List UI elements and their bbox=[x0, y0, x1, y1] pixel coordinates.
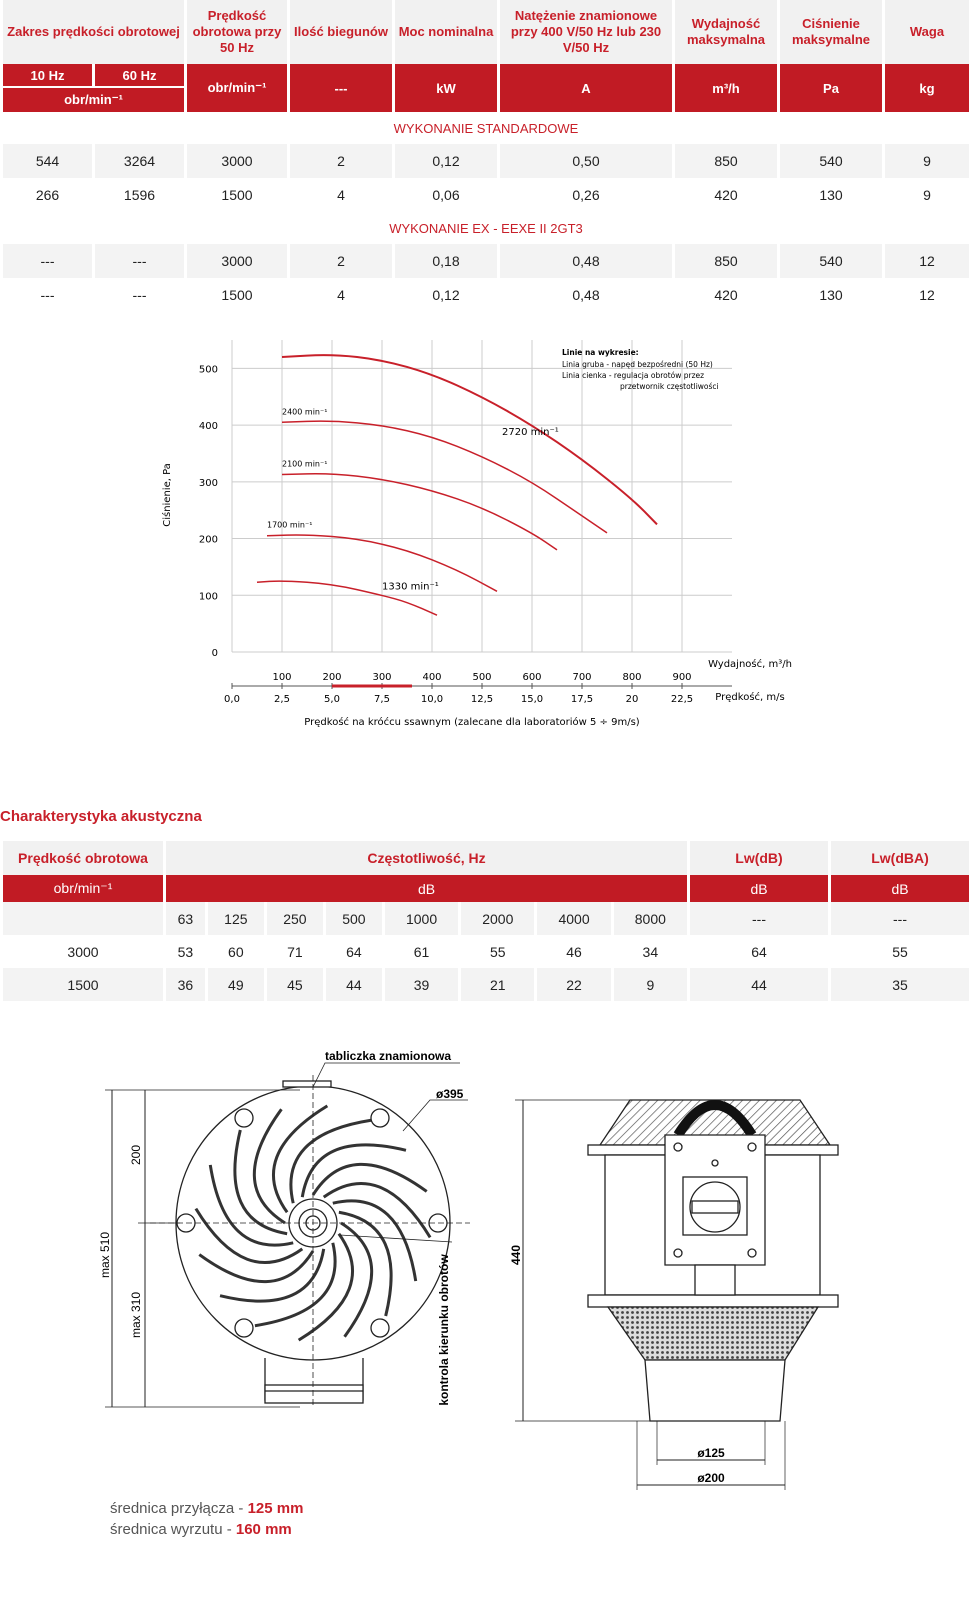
header-speed-range: Zakres prędkości obrotowej bbox=[3, 0, 184, 64]
dim-200: 200 bbox=[129, 1144, 143, 1166]
x-tick-label: 300 bbox=[372, 672, 392, 683]
unit-lw: dB bbox=[690, 875, 828, 902]
table-cell: 22 bbox=[537, 968, 610, 1001]
section-ex: WYKONANIE EX - EEXE II 2GT3 bbox=[389, 220, 583, 236]
unit-60hz: 60 Hz bbox=[95, 64, 184, 88]
y-tick-label: 300 bbox=[198, 477, 218, 489]
x2-tick-label: 20 bbox=[625, 694, 639, 705]
acoustic-title: Charakterystyka akustyczna bbox=[0, 808, 202, 825]
table-cell: 46 bbox=[566, 943, 582, 960]
table-cell: 61 bbox=[413, 943, 430, 960]
series-label: 2720 min⁻¹ bbox=[502, 427, 559, 439]
x2-tick-label: 7,5 bbox=[374, 694, 390, 705]
x-tick-label: 700 bbox=[572, 672, 592, 683]
x2-tick-label: 17,5 bbox=[570, 694, 594, 705]
table-cell: --- bbox=[95, 244, 184, 278]
section-standard: WYKONANIE STANDARDOWE bbox=[393, 120, 579, 136]
table-cell: 9 bbox=[885, 144, 969, 178]
connection-notes bbox=[110, 1498, 303, 1540]
y-tick-label: 500 bbox=[198, 364, 218, 376]
x2-tick-label: 12,5 bbox=[470, 694, 494, 705]
table-cell: 0,18 bbox=[395, 244, 497, 278]
x2-tick-label: 2,5 bbox=[274, 694, 290, 705]
table-cell: --- bbox=[132, 287, 147, 303]
table-cell: 1500 bbox=[221, 187, 253, 203]
unit-current: A bbox=[500, 64, 672, 112]
table-cell: 44 bbox=[326, 968, 382, 1001]
y-tick-label: 100 bbox=[198, 591, 218, 603]
table-cell: 8000 bbox=[614, 902, 687, 935]
table-cell: 0,26 bbox=[572, 187, 600, 203]
table-cell bbox=[3, 902, 163, 935]
technical-drawing bbox=[98, 1049, 860, 1495]
dim-310: max 310 bbox=[129, 1291, 143, 1339]
table-row bbox=[3, 935, 969, 968]
legend-line: przetwornik częstotliwości bbox=[620, 382, 719, 391]
chart-caption: Prędkość na króćcu ssawnym (zalecane dla laboratoriów 5 ÷ 9m/s) bbox=[304, 717, 640, 728]
x-tick-label: 600 bbox=[522, 672, 542, 683]
table-cell: 45 bbox=[267, 968, 323, 1001]
table-cell: 1500 bbox=[3, 968, 163, 1001]
table-cell: 0,06 bbox=[432, 187, 460, 203]
x-tick-label: 800 bbox=[622, 672, 642, 683]
table-cell: --- bbox=[690, 902, 828, 935]
table-cell: 2 bbox=[290, 244, 392, 278]
spec-table bbox=[0, 0, 972, 312]
unit-db: dB bbox=[166, 875, 687, 902]
table-cell: 540 bbox=[780, 244, 882, 278]
unit-rpm-range: obr/min⁻¹ bbox=[3, 88, 184, 112]
header-poles: Ilość biegunów bbox=[290, 0, 392, 64]
table-cell: 44 bbox=[690, 968, 828, 1001]
legend-line: Linia cienka - regulacja obrotów przez bbox=[562, 371, 705, 380]
x-tick-label: 100 bbox=[272, 672, 292, 683]
x-tick-label: 500 bbox=[472, 672, 492, 683]
table-row bbox=[3, 144, 969, 178]
series-label: 2400 min⁻¹ bbox=[282, 407, 328, 417]
table-cell: 266 bbox=[35, 187, 60, 203]
unit-weight: kg bbox=[885, 64, 969, 112]
legend-line: Linia gruba - napęd bezpośredni (50 Hz) bbox=[562, 360, 713, 369]
inlet-diameter: średnica przyłącza - 125 mm bbox=[110, 1500, 304, 1517]
header-speed-50hz: Prędkość obrotowa przy 50 Hz bbox=[187, 0, 287, 64]
table-cell: 36 bbox=[166, 968, 205, 1001]
table-cell: 0,48 bbox=[572, 287, 600, 303]
y-tick-label: 0 bbox=[211, 648, 218, 659]
table-row bbox=[3, 278, 969, 312]
x2-tick-label: 5,0 bbox=[324, 694, 340, 705]
x2-tick-label: 22,5 bbox=[670, 694, 694, 705]
table-cell: 64 bbox=[751, 943, 767, 960]
table-row bbox=[3, 244, 969, 278]
table-cell: 420 bbox=[714, 287, 738, 303]
x2-tick-label: 15,0 bbox=[520, 694, 544, 705]
table-cell: 9 bbox=[614, 968, 687, 1001]
header-frequency: Częstotliwość, Hz bbox=[166, 841, 687, 875]
unit-pressure: Pa bbox=[780, 64, 882, 112]
unit-lwa: dB bbox=[831, 875, 969, 902]
chart-curves bbox=[257, 355, 657, 615]
x-axis-label: Wydajność, m³/h bbox=[708, 659, 792, 670]
unit-poles: --- bbox=[290, 64, 392, 112]
table-cell: 21 bbox=[461, 968, 534, 1001]
unit-speed: obr/min⁻¹ bbox=[3, 875, 163, 902]
table-cell: 3264 bbox=[95, 144, 184, 178]
unit-power: kW bbox=[395, 64, 497, 112]
x-tick-label: 200 bbox=[322, 672, 342, 683]
table-cell: 544 bbox=[3, 144, 92, 178]
series-line bbox=[282, 355, 657, 524]
rotation-label: kontrola kierunku obrotów bbox=[437, 1254, 451, 1406]
table-cell: --- bbox=[831, 902, 969, 935]
table-cell: 12 bbox=[885, 244, 969, 278]
nameplate-bracket bbox=[283, 1081, 331, 1087]
y-tick-label: 400 bbox=[198, 421, 218, 433]
table-cell: 4 bbox=[337, 287, 345, 303]
table-cell: 39 bbox=[385, 968, 458, 1001]
table-row bbox=[3, 968, 969, 1001]
table-cell: 9 bbox=[923, 187, 931, 203]
dim-d200: ø200 bbox=[697, 1471, 725, 1485]
dim-440: 440 bbox=[509, 1244, 523, 1266]
legend-title: Linie na wykresie: bbox=[562, 348, 639, 357]
table-cell: 12 bbox=[919, 287, 935, 303]
table-cell: 420 bbox=[714, 187, 738, 203]
x2-axis-label: Prędkość, m/s bbox=[715, 692, 785, 703]
header-speed: Prędkość obrotowa bbox=[3, 841, 163, 875]
table-cell: 1596 bbox=[123, 187, 156, 203]
table-cell: 250 bbox=[267, 902, 323, 935]
header-current: Natężenie znamionowe przy 400 V/50 Hz lub 230 V/50 Hz bbox=[500, 0, 672, 64]
header-pressure: Ciśnienie maksymalne bbox=[780, 0, 882, 64]
acoustic-table bbox=[0, 841, 972, 1001]
table-cell: 4 bbox=[337, 187, 345, 203]
x2-tick-label: 10,0 bbox=[420, 694, 444, 705]
table-cell: 130 bbox=[819, 287, 843, 303]
table-cell: 71 bbox=[287, 943, 303, 960]
table-cell: --- bbox=[40, 287, 55, 303]
table-cell: 53 bbox=[177, 943, 194, 960]
x-tick-label: 900 bbox=[672, 672, 692, 683]
front-view bbox=[105, 1063, 470, 1407]
table-cell: 130 bbox=[819, 187, 843, 203]
table-cell: 60 bbox=[228, 943, 244, 960]
series-label: 2100 min⁻¹ bbox=[282, 459, 328, 469]
table-cell: 49 bbox=[208, 968, 264, 1001]
table-cell: 64 bbox=[346, 943, 362, 960]
table-cell: --- bbox=[3, 244, 92, 278]
table-cell: 3000 bbox=[67, 943, 99, 960]
table-cell: 35 bbox=[831, 968, 969, 1001]
header-lwa: Lw(dBA) bbox=[831, 841, 969, 875]
table-cell: 2000 bbox=[461, 902, 534, 935]
table-cell: 3000 bbox=[187, 244, 287, 278]
side-view bbox=[515, 1100, 838, 1490]
y-axis-label: Ciśnienie, Pa bbox=[162, 463, 173, 527]
table-cell: 55 bbox=[490, 943, 506, 960]
table-cell: 0,48 bbox=[500, 244, 672, 278]
unit-speed-50hz: obr/min⁻¹ bbox=[187, 64, 287, 112]
header-power: Moc nominalna bbox=[395, 0, 497, 64]
table-cell: 34 bbox=[642, 943, 659, 960]
table-cell: 63 bbox=[166, 902, 205, 935]
table-cell: 850 bbox=[675, 144, 777, 178]
table-cell: 2 bbox=[290, 144, 392, 178]
table-cell: 55 bbox=[892, 943, 908, 960]
outlet-diameter: średnica wyrzutu - 160 mm bbox=[110, 1521, 292, 1538]
table-cell: 0,12 bbox=[432, 287, 460, 303]
table-cell: 125 bbox=[208, 902, 264, 935]
header-lw: Lw(dB) bbox=[690, 841, 828, 875]
header-weight: Waga bbox=[885, 0, 969, 64]
series-label: 1700 min⁻¹ bbox=[267, 520, 313, 530]
x2-tick-label: 0,0 bbox=[224, 694, 240, 705]
table-cell: 500 bbox=[326, 902, 382, 935]
dim-510: max 510 bbox=[98, 1231, 112, 1279]
performance-chart bbox=[150, 340, 800, 740]
diameter-label: ø395 bbox=[436, 1087, 464, 1101]
table-cell: 0,50 bbox=[500, 144, 672, 178]
table-cell: 1500 bbox=[221, 287, 253, 303]
series-label: 1330 min⁻¹ bbox=[382, 581, 439, 593]
nameplate-label: tabliczka znamionowa bbox=[325, 1049, 452, 1063]
table-row bbox=[3, 178, 969, 212]
dim-d125: ø125 bbox=[697, 1446, 725, 1460]
table-cell: 3000 bbox=[187, 144, 287, 178]
x-tick-label: 400 bbox=[422, 672, 442, 683]
table-cell: 0,12 bbox=[395, 144, 497, 178]
table-cell: 850 bbox=[675, 244, 777, 278]
unit-10hz: 10 Hz bbox=[3, 64, 92, 88]
y-tick-label: 200 bbox=[198, 534, 218, 546]
table-cell: 4000 bbox=[537, 902, 610, 935]
unit-flow: m³/h bbox=[675, 64, 777, 112]
table-cell: 540 bbox=[780, 144, 882, 178]
table-cell: 1000 bbox=[385, 902, 458, 935]
table-row bbox=[3, 902, 969, 935]
header-flow: Wydajność maksymalna bbox=[675, 0, 777, 64]
